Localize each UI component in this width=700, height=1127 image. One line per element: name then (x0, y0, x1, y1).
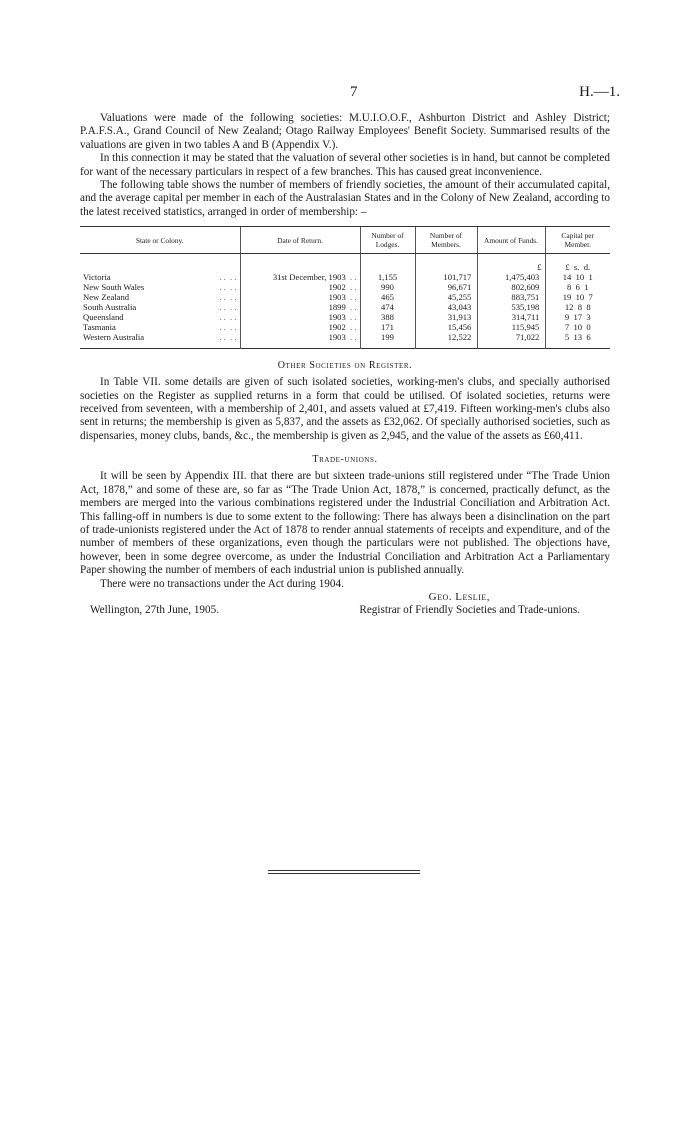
page-body (80, 82, 610, 617)
cell-capital: 8 6 1 (545, 282, 610, 292)
paragraph-other-societies: In Table VII. some details are given of such isolated societies, working-men's clubs, and specially authorised societies on the Register as supplied returns in a form that could be utilised. Of isolated societies, returns were received from seventeen, with a membership of 2,401, and assets valued at £7,419. Fifteen working-men's clubs also sent in returns; the membership is given as 5,837, and the assets as £32,062. Of specially authorised societies, such as dispensaries, money clubs, bands, &c., the membership is given as 2,945, and the value of the assets as £60,411. (80, 376, 610, 442)
paragraph-no-transactions: There were no transactions under the Act during 1904. (100, 577, 344, 590)
cell-lodges: 990 (360, 282, 415, 292)
cell-capital: 5 13 6 (545, 332, 610, 349)
table-row (80, 272, 610, 282)
cell-lodges: 1,155 (360, 272, 415, 282)
cell-funds: 802,609 (477, 282, 545, 292)
header-date: Date of Return. (240, 227, 360, 254)
cell-state: New South Wales . . . . (83, 282, 237, 293)
cell-date: 1899 . . (240, 302, 360, 312)
paragraph-trade-unions: It will be seen by Appendix III. that there are but sixteen trade-unions still registered under “The Trade Union Act, 1878,” and some of these are, so far as “The Trade Union Act, 1878,” is concerned, practically defunct, as the members are merged into the various combinations registered under the Industrial Conciliation and Arbitration Act. This falling-off in numbers is due to some extent to the following: There has always been a disinclination on the part of trade-unionists registered under the Act of 1878 to render annual statements of receipts and expenditure, and of the number of members of these organizations, even though the particulars were not published. The objections have, however, been in some degree overcome, as under the Industrial Conciliation and Arbitration Act a Parliamentary Paper showing the number of members of each industrial union is published annually. (80, 470, 610, 577)
table-row (80, 292, 610, 302)
paragraph-valuation-in-hand: In this connection it may be stated that the valuation of several other societies is in hand, but cannot be completed for want of the necessary particulars in respect of a few branches. This has caused great inconvenience. (80, 152, 610, 178)
cell-funds: 1,475,403 (477, 272, 545, 282)
cell-funds: 71,022 (477, 332, 545, 349)
cell-state: New Zealand . . . . (83, 292, 237, 303)
table-header-row (80, 227, 610, 254)
cell-lodges: 474 (360, 302, 415, 312)
table-row (80, 302, 610, 312)
table-row (80, 332, 610, 349)
table-body (80, 254, 610, 349)
paragraph-table-intro: The following table shows the number of members of friendly societies, the amount of their accumulated capital, and the average capital per member in each of the Australasian States and in the Colony of New Zealand, according to the latest received statistics, arranged in order of membership: – (80, 179, 610, 218)
cell-date: 1903 . . (240, 292, 360, 302)
cell-date: 31st December, 1903 . . (240, 272, 360, 282)
units-row (80, 254, 610, 273)
signature-line (80, 604, 610, 617)
cell-state: Queensland . . . . (83, 312, 237, 323)
cell-state: Western Australia . . . . (83, 332, 237, 343)
heading-trade-unions: Trade-unions. (312, 454, 378, 466)
cell-lodges: 171 (360, 322, 415, 332)
cell-members: 96,671 (415, 282, 477, 292)
unit-capital: £ s. d. (545, 254, 610, 273)
cell-state: Victoria . . . . (83, 272, 237, 283)
table-row (80, 282, 610, 292)
document-reference: H.—1. (579, 84, 620, 100)
cell-lodges: 388 (360, 312, 415, 322)
place-date: Wellington, 27th June, 1905. (90, 603, 219, 616)
paragraph-valuations: Valuations were made of the following societies: M.U.I.O.O.F., Ashburton District and Ashley District; P.A.F.S.A., Grand Council of New Zealand; Otago Railway Employees' Benefit Society. Summarised results of the valuations are given in two tables A and B (Appendix V.). (80, 112, 610, 151)
cell-state: South Australia . . . . (83, 302, 237, 313)
cell-capital: 19 10 7 (545, 292, 610, 302)
header-lodges: Number of Lodges. (360, 227, 415, 254)
header-funds: Amount of Funds. (477, 227, 545, 254)
end-rule (268, 870, 420, 871)
cell-date: 1903 . . (240, 332, 360, 349)
cell-members: 15,456 (415, 322, 477, 332)
unit-funds: £ (477, 254, 545, 273)
cell-members: 101,717 (415, 272, 477, 282)
cell-members: 31,913 (415, 312, 477, 322)
header-capital: Capital per Member. (545, 227, 610, 254)
cell-capital: 9 17 3 (545, 312, 610, 322)
cell-members: 45,255 (415, 292, 477, 302)
page-number: 7 (350, 84, 358, 100)
header-members: Number of Members. (415, 227, 477, 254)
cell-funds: 883,751 (477, 292, 545, 302)
cell-date: 1902 . . (240, 322, 360, 332)
table-row (80, 322, 610, 332)
cell-capital: 12 8 8 (545, 302, 610, 312)
heading-other-societies: Other Societies on Register. (277, 360, 413, 372)
signatory-title: Registrar of Friendly Societies and Trade-unions. (359, 603, 580, 616)
cell-members: 12,522 (415, 332, 477, 349)
table-row (80, 312, 610, 322)
end-rule-double (268, 873, 420, 874)
cell-funds: 535,198 (477, 302, 545, 312)
cell-lodges: 199 (360, 332, 415, 349)
cell-date: 1902 . . (240, 282, 360, 292)
cell-capital: 14 10 1 (545, 272, 610, 282)
signatory-name: Geo. Leslie, (428, 590, 490, 603)
cell-date: 1903 . . (240, 312, 360, 322)
friendly-societies-table (80, 226, 610, 349)
cell-funds: 115,945 (477, 322, 545, 332)
cell-funds: 314,711 (477, 312, 545, 322)
cell-members: 43,043 (415, 302, 477, 312)
cell-state: Tasmania . . . . (83, 322, 237, 333)
header-state: State or Colony. (80, 227, 240, 254)
cell-lodges: 465 (360, 292, 415, 302)
cell-capital: 7 10 0 (545, 322, 610, 332)
